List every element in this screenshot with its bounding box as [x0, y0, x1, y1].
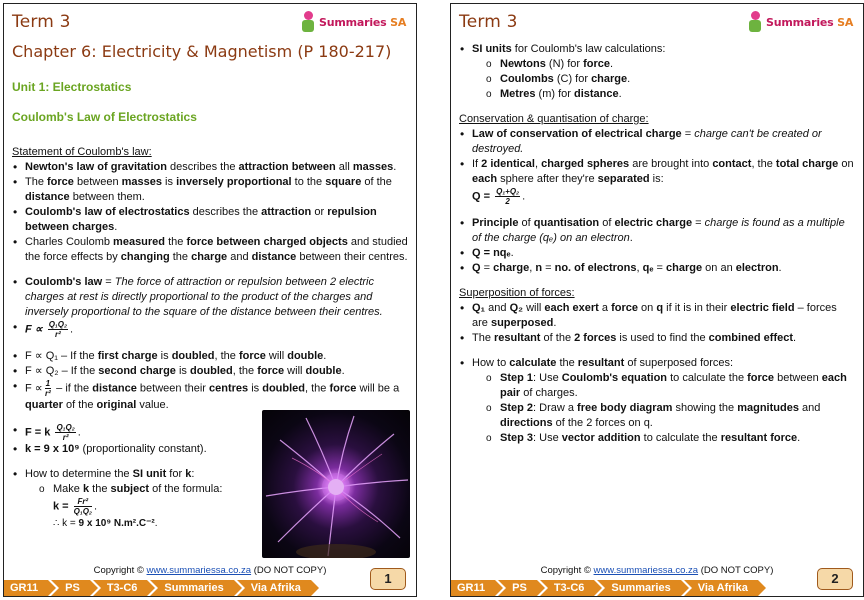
- copyright: Copyright © www.summariessa.co.za (DO NOT COPY): [93, 565, 327, 576]
- footer-tag-chapter: T3-C6: [540, 580, 595, 596]
- plasma-ball-photo: [262, 410, 410, 558]
- mascot-icon: [747, 11, 763, 33]
- page-1: [3, 3, 417, 597]
- list-item: • Q = charge, n = no. of electrons, qₑ = charge on an electron.: [459, 261, 855, 276]
- sub-list-item: o Coulombs (C) for charge.: [486, 72, 855, 87]
- list-item: • How to determine the SI unit for k: o Make k the subject of the formula: k = $\frac{\text{Fr²}}{\text{Q₁Q₂}}$ . ∴ k = 9 x 10⁹ N.m².C⁻².: [12, 467, 256, 531]
- footer-tag-summaries: Summaries: [150, 580, 233, 596]
- list-item: • Principle of quantisation of electric charge = charge is found as a multiple of the charge (qₑ) on an electron.: [459, 216, 855, 246]
- footer-tag-subject: PS: [51, 580, 90, 596]
- unit-title: Unit 1: Electrostatics: [12, 80, 132, 94]
- copyright-link[interactable]: www.summariessa.co.za: [593, 565, 699, 576]
- chapter-title: Chapter 6: Electricity & Magnetism (P 180-217): [12, 42, 392, 61]
- list-item: • The force between masses is inversely proportional to the square of the distance between them.: [12, 175, 408, 205]
- footer-tag-grade: GR11: [4, 580, 48, 596]
- footer-tag-chapter: T3-C6: [93, 580, 148, 596]
- sub-list-item: o Newtons (N) for force.: [486, 57, 855, 72]
- list-item: • k = 9 x 10⁹ (proportionality constant).: [12, 442, 252, 457]
- list-item: • F ∝ $\frac{\text{Q₁Q₂}}{\text{r²}}$ .: [12, 320, 408, 339]
- k-formula: k = $\frac{\text{Fr²}}{\text{Q₁Q₂}}$ .: [53, 497, 98, 516]
- logo-za: SA: [390, 15, 407, 29]
- footer-tag-grade: GR11: [451, 580, 495, 596]
- list-item: • Law of conservation of electrical charge = charge can't be created or destroyed.: [459, 127, 855, 157]
- list-item: • How to calculate the resultant of superposed forces: o Step 1: Use Coulomb's equation to calculate the force between each pair of charges. o Step 2: Draw a free body diagram showing the magnitudes and directions of the 2 forces on q. o Step 3: Use vector addition to calculate the resultant force.: [459, 356, 855, 446]
- list-item: • Q = nqₑ.: [459, 246, 855, 261]
- list-item: • F ∝ $\frac{1}{\text{r²}}$ – if the distance between their centres is doubled, the force will be a quarter of the original value.: [12, 379, 408, 413]
- page-number: 2: [817, 568, 853, 590]
- list-item: • F ∝ Q₂ – If the second charge is doubled, the force will double.: [12, 364, 408, 379]
- logo-za: SA: [837, 15, 854, 29]
- copyright-link[interactable]: www.summariessa.co.za: [146, 565, 252, 576]
- list-item: • SI units for Coulomb's law calculations: o Newtons (N) for force. o Coulombs (C) for charge. o Metres (m) for distance.: [459, 42, 855, 102]
- q-formula: Q = $\frac{\text{Q₁+Q₂}}{2}$ .: [472, 187, 526, 206]
- sub-list-item: o Step 3: Use vector addition to calculate the resultant force.: [486, 431, 855, 446]
- superposition-heading: Superposition of forces:: [459, 287, 575, 299]
- sub-list-item: o Step 1: Use Coulomb's equation to calculate the force between each pair of charges.: [486, 371, 855, 401]
- list-item: • Coulomb's law of electrostatics describes the attraction or repulsion between charges.: [12, 205, 408, 235]
- footer-tag-publisher: Via Afrika: [237, 580, 311, 596]
- summaries-sa-logo: [747, 10, 857, 34]
- sub-list-item: o Make k the subject of the formula:: [39, 482, 256, 497]
- formula-fraction: $\frac{\text{Q₁Q₂}}{\text{r²}}$: [48, 320, 68, 339]
- term-heading: Term 3: [459, 12, 518, 32]
- term-heading: Term 3: [12, 12, 71, 32]
- sub-list-item: o Metres (m) for distance.: [486, 87, 855, 102]
- footer-tag-publisher: Via Afrika: [684, 580, 758, 596]
- list-item: • The resultant of the 2 forces is used to find the combined effect.: [459, 331, 855, 346]
- page-2: [450, 3, 864, 597]
- list-item: • Coulomb's law = The force of attraction or repulsion between 2 electric charges at rest is directly proportional to the product of the charges and inversely proportional to the square of the distance between their centres.: [12, 275, 408, 320]
- list-item: • Newton's law of gravitation describes the attraction between all masses.: [12, 160, 408, 175]
- copyright: Copyright © www.summariessa.co.za (DO NOT COPY): [540, 565, 774, 576]
- footer-tag-subject: PS: [498, 580, 537, 596]
- list-item: • F ∝ Q₁ – If the first charge is doubled, the force will double.: [12, 349, 408, 364]
- k-unit-result: ∴ k = 9 x 10⁹ N.m².C⁻².: [53, 518, 158, 529]
- footer-breadcrumb: [451, 580, 801, 596]
- footer-breadcrumb: [4, 580, 354, 596]
- page-2-content: [459, 42, 855, 446]
- section-title: Coulomb's Law of Electrostatics: [12, 110, 197, 124]
- summaries-sa-logo: [300, 10, 410, 34]
- mascot-icon: [300, 11, 316, 33]
- list-item: • Q₁ and Q₂ will each exert a force on q if it is in their electric field – forces are superposed.: [459, 301, 855, 331]
- logo-text: Summaries: [319, 15, 387, 29]
- statement-heading: Statement of Coulomb's law:: [12, 146, 152, 158]
- page-number: 1: [370, 568, 406, 590]
- list-item: • Charles Coulomb measured the force between charged objects and studied the force effects by changing the charge and distance between their centres.: [12, 235, 408, 265]
- footer-tag-summaries: Summaries: [597, 580, 680, 596]
- list-item: • If 2 identical, charged spheres are brought into contact, the total charge on each sphere after they're separated is: Q = $\frac{\text{Q₁+Q₂}}{2}$ .: [459, 157, 855, 206]
- sub-list-item: o Step 2: Draw a free body diagram showing the magnitudes and directions of the 2 forces on q.: [486, 401, 855, 431]
- conservation-heading: Conservation & quantisation of charge:: [459, 113, 649, 125]
- formula-fraction: $\frac{1}{\text{r²}}$: [44, 379, 51, 398]
- list-item: • F = k $\frac{\text{Q₁Q₂}}{\text{r²}}$ .: [12, 423, 252, 442]
- logo-text: Summaries: [766, 15, 834, 29]
- formula-fraction: $\frac{\text{Q₁Q₂}}{\text{r²}}$: [56, 423, 75, 442]
